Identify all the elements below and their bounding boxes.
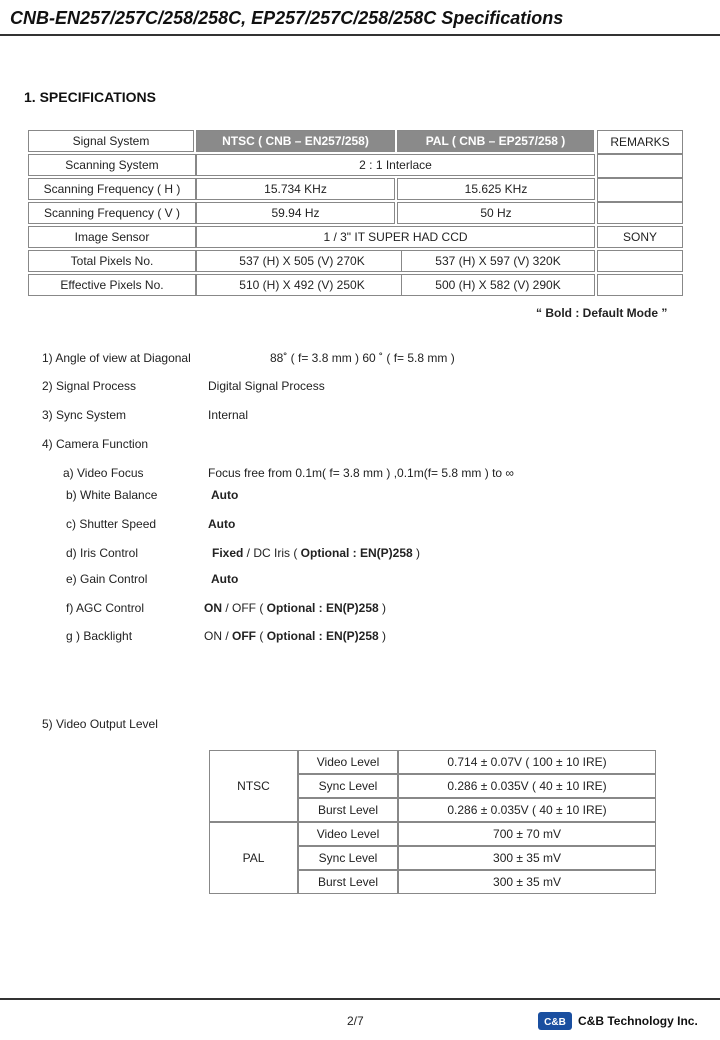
vo-row-name: Video Level [298, 750, 398, 774]
company-name: C&B Technology Inc. [578, 1014, 698, 1028]
vo-row-value: 0.286 ± 0.035V ( 40 ± 10 IRE) [398, 798, 656, 822]
spec-row-ntsc: 510 (H) X 492 (V) 250K [196, 274, 408, 296]
signal-process-label: 2) Signal Process [42, 379, 137, 393]
section-title: 1. SPECIFICATIONS [24, 89, 156, 105]
vo-row-value: 0.714 ± 0.07V ( 100 ± 10 IRE) [398, 750, 656, 774]
header-rule [0, 34, 720, 36]
white-balance-label: b) White Balance [66, 488, 158, 502]
vo-row-name: Video Level [298, 822, 398, 846]
spec-row-ntsc: 537 (H) X 505 (V) 270K [196, 250, 408, 272]
vo-row-name: Sync Level [298, 846, 398, 870]
spec-row-label: Scanning Frequency ( H ) [28, 178, 196, 200]
company-logo [538, 1012, 572, 1030]
spec-row-remarks [597, 154, 683, 178]
spec-row-remarks [597, 250, 683, 272]
spec-header-signal: Signal System [28, 130, 194, 152]
spec-row-remarks: SONY [597, 226, 683, 248]
spec-header-ntsc: NTSC ( CNB – EN257/258) [196, 130, 395, 152]
angle-label: 1) Angle of view at Diagonal [42, 351, 191, 365]
angle-value: 88˚ ( f= 3.8 mm ) 60 ˚ ( f= 5.8 mm ) [270, 351, 455, 365]
sync-system-label: 3) Sync System [42, 408, 127, 422]
spec-row-label: Total Pixels No. [28, 250, 196, 272]
spec-row-remarks [597, 274, 683, 296]
agc-control-label: f) AGC Control [66, 601, 145, 615]
backlight-label: g ) Backlight [66, 629, 133, 643]
video-output-label: 5) Video Output Level [42, 717, 158, 731]
spec-row-pal: 500 (H) X 582 (V) 290K [401, 274, 595, 296]
backlight-end: ) [378, 629, 387, 643]
agc-control-value [204, 601, 386, 615]
spec-row-value: 2 : 1 Interlace [196, 154, 595, 176]
backlight-mid: ( [256, 629, 267, 643]
backlight-optional: Optional : EN(P)258 [266, 629, 379, 643]
video-focus-value: Focus free from 0.1m( f= 3.8 mm ) ,0.1m(f= 5.8 mm ) to ∞ [208, 466, 514, 480]
vo-row-value: 300 ± 35 mV [398, 870, 656, 894]
agc-default: ON [204, 601, 222, 615]
page-number: 2/7 [347, 1014, 364, 1028]
vo-ntsc-label: NTSC [209, 750, 298, 822]
vo-row-value: 0.286 ± 0.035V ( 40 ± 10 IRE) [398, 774, 656, 798]
sync-system-value: Internal [208, 408, 249, 422]
gain-control-label: e) Gain Control [66, 572, 148, 586]
spec-row-pal: 50 Hz [397, 202, 595, 224]
spec-row-value: 1 / 3" IT SUPER HAD CCD [196, 226, 595, 248]
spec-row-pal: 15.625 KHz [397, 178, 595, 200]
backlight-value [204, 629, 386, 643]
gain-control-value: Auto [211, 572, 239, 586]
vo-row-value: 300 ± 35 mV [398, 846, 656, 870]
default-mode-note: “ Bold : Default Mode ” [536, 306, 668, 320]
backlight-on: ON / [204, 629, 233, 643]
spec-row-remarks [597, 202, 683, 224]
agc-mid: / OFF ( [222, 601, 267, 615]
iris-control-value [212, 546, 420, 560]
agc-end: ) [378, 601, 387, 615]
spec-row-label: Effective Pixels No. [28, 274, 196, 296]
spec-row-label: Scanning Frequency ( V ) [28, 202, 196, 224]
backlight-default: OFF [232, 629, 257, 643]
spec-row-pal: 537 (H) X 597 (V) 320K [401, 250, 595, 272]
agc-optional: Optional : EN(P)258 [266, 601, 379, 615]
iris-default: Fixed [212, 546, 244, 560]
spec-row-label: Image Sensor [28, 226, 196, 248]
document-title: CNB-EN257/257C/258/258C, EP257/257C/258/258C Specifications [10, 8, 564, 28]
signal-process-value: Digital Signal Process [208, 379, 325, 393]
footer-rule [0, 998, 720, 1000]
vo-row-value: 700 ± 70 mV [398, 822, 656, 846]
camera-function-label: 4) Camera Function [42, 437, 149, 451]
spec-row-label: Scanning System [28, 154, 196, 176]
spec-row-ntsc: 15.734 KHz [196, 178, 395, 200]
shutter-speed-value: Auto [208, 517, 236, 531]
vo-row-name: Burst Level [298, 798, 398, 822]
spec-row-ntsc: 59.94 Hz [196, 202, 395, 224]
vo-row-name: Sync Level [298, 774, 398, 798]
vo-pal-label: PAL [209, 822, 298, 894]
vo-row-name: Burst Level [298, 870, 398, 894]
spec-header-pal: PAL ( CNB – EP257/258 ) [397, 130, 594, 152]
spec-row-remarks [597, 178, 683, 202]
iris-mid: / DC Iris ( [243, 546, 301, 560]
white-balance-value: Auto [211, 488, 239, 502]
spec-header-remarks: REMARKS [597, 130, 683, 154]
iris-end: ) [412, 546, 421, 560]
shutter-speed-label: c) Shutter Speed [66, 517, 157, 531]
video-focus-label: a) Video Focus [63, 466, 144, 480]
iris-control-label: d) Iris Control [66, 546, 139, 560]
iris-optional: Optional : EN(P)258 [300, 546, 413, 560]
logo-text: C&B [544, 1017, 566, 1028]
